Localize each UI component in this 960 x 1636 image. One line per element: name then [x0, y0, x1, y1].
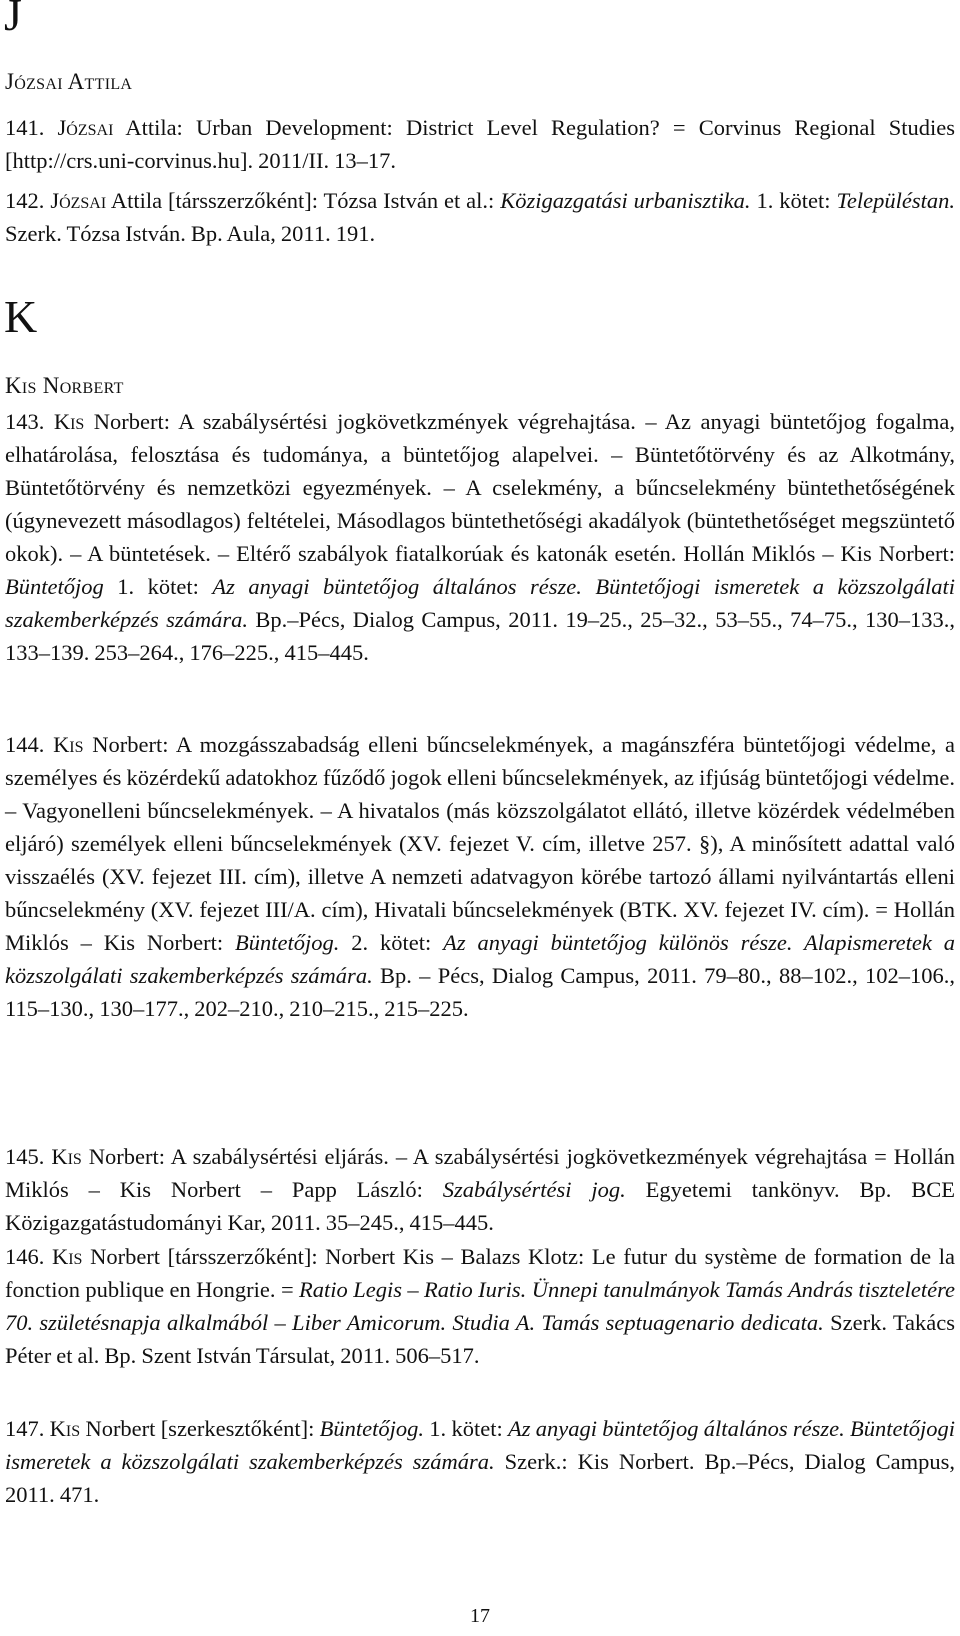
entry-number: 143.: [5, 409, 54, 434]
entry-text: Bp. – Pécs, Dialog Campus, 2011. 79–80., 88–102., 102–106., 115–130., 130–177., 202–210., 210–215., 215–225.: [5, 963, 955, 1021]
entry-author-surname: Kis: [53, 732, 84, 757]
entry-author-surname: Kis: [51, 1244, 83, 1269]
bibliography-entry-144: [5, 728, 955, 1025]
section-letter-j: J: [4, 0, 22, 40]
entry-text: Norbert: A szabálysértési jogkövetkzmények végrehajtása. – Az anyagi büntetőjog fogalma, elhatárolása, felosztása és tudománya, a büntetőjog alapelvei. – Büntetőtörvény és az Alkotmány, Büntetőtörvény és nemzetközi egyezmények. – A cselekmény, a bűncselekmény büntethetőségének (úgynevezett másodlagos) feltételei, Másodlagos büntethetőségi akadályok (büntethetőséget megszüntető okok). – A büntetések. – Eltérő szabályok fiatalkorúak és katonák esetén. Hollán Miklós – Kis Norbert:: [5, 409, 955, 566]
entry-number: 141.: [5, 115, 58, 140]
entry-author-surname: Kis: [51, 1144, 82, 1169]
entry-text: Norbert [szerkesztőként]:: [80, 1416, 320, 1441]
bibliography-entry-141: [5, 111, 955, 177]
entry-text: Bp.–Pécs, Dialog Campus, 2011. 19–25., 25–32., 53–55., 74–75., 130–133., 133–139. 253–264., 176–225., 415–445.: [5, 607, 955, 665]
author-heading-kis: Kis Norbert: [5, 373, 124, 398]
page-number: 17: [470, 1605, 490, 1627]
entry-text: 1. kötet:: [103, 574, 213, 599]
entry-text: 1. kötet:: [750, 188, 837, 213]
entry-number: 145.: [5, 1144, 52, 1169]
bibliography-entry-147: [5, 1412, 955, 1511]
author-heading-jozsai: Józsai Attila: [5, 69, 133, 94]
entry-text: Norbert: A mozgásszabadság elleni bűncselekmények, a magánszféra büntetőjogi védelme, a személyes és közérdekű adatokhoz fűződő jogok elleni bűncselekmények, az ifjúság büntetőjogi védelme. – Vagyonelleni bűncselekmények. – A hivatalos (más közszolgálatot ellátó, illetve közérdek védelmében eljáró) személyek elleni bűncselekmények (XV. fejezet V. cím, illetve 257. §), A minősített adattal való visszaélés (XV. fejezet III. cím), illetve A nemzeti adatvagyon körébe tartozó állami nyilvántartás elleni bűncselekmény (XV. fejezet III/A. cím), Hivatali bűncselekmények (BTK. XV. fejezet IV. cím). = Hollán Miklós – Kis Norbert:: [5, 732, 956, 955]
entry-text: Norbert [társszerzőként]: Norbert Kis – Balazs Klotz: Le futur du système de formation de la fonction publique en Hongrie. =: [5, 1244, 955, 1302]
entry-author-surname: Kis: [49, 1416, 81, 1441]
entry-title-italic: Szabálysértési jog.: [442, 1177, 626, 1202]
entry-number: 146.: [5, 1244, 52, 1269]
entry-text: 1. kötet:: [424, 1416, 508, 1441]
entry-text: Egyetemi tankönyv. Bp. BCE Közigazgatástudományi Kar, 2011. 35–245., 415–445.: [5, 1177, 955, 1235]
bibliography-entry-142: [5, 184, 955, 250]
entry-author-surname: Kis: [53, 409, 85, 434]
entry-number: 144.: [5, 732, 54, 757]
entry-title-italic: Ratio Legis – Ratio Iuris. Ünnepi tanulmányok Tamás András tiszteletére 70. születésnapja alkalmából – Liber Amicorum. Studia A. Tamás septuagenario dedicata.: [5, 1277, 955, 1335]
entry-author-surname: Józsai: [50, 188, 107, 213]
bibliography-entry-145: [5, 1140, 955, 1239]
bibliography-entry-146: [5, 1240, 955, 1372]
entry-title-italic: Az anyagi büntetőjog általános része. Büntetőjogi ismeretek a közszolgálati szakemberképzés számára.: [5, 1416, 955, 1474]
entry-number: 147.: [5, 1416, 50, 1441]
entry-text: Norbert: A szabálysértési eljárás. – A szabálysértési jogkövetkezmények végrehajtása = Hollán Miklós – Kis Norbert – Papp László:: [5, 1144, 955, 1202]
entry-title-italic: Közigazgatási urbanisztika.: [500, 188, 751, 213]
entry-title-italic: Településtan.: [836, 188, 955, 213]
entry-text: Szerk.: Kis Norbert. Bp.–Pécs, Dialog Campus, 2011. 471.: [5, 1449, 955, 1507]
entry-text: Attila [társszerzőként]: Tózsa István et al.:: [106, 188, 501, 213]
entry-text: Szerk. Tózsa István. Bp. Aula, 2011. 191.: [5, 221, 376, 246]
entry-title-italic: Az anyagi büntetőjog általános része. Büntetőjogi ismeretek a közszolgálati szakemberképzés számára.: [5, 574, 955, 632]
entry-text: Attila: Urban Development: District Level Regulation? = Corvinus Regional Studies [http://crs.uni-corvinus.hu]. 2011/II. 13–17.: [5, 115, 955, 173]
entry-number: 142.: [5, 188, 51, 213]
entry-title-italic: Büntetőjog.: [235, 930, 340, 955]
entry-title-italic: Büntetőjog: [5, 574, 104, 599]
entry-text: 2. kötet:: [339, 930, 444, 955]
entry-title-italic: Büntetőjog.: [319, 1416, 425, 1441]
bibliography-entry-143: [5, 405, 955, 669]
section-letter-k: K: [4, 291, 38, 342]
entry-title-italic: Az anyagi büntetőjog különös része. Alapismeretek a közszolgálati szakemberképzés számára.: [5, 930, 955, 988]
entry-text: Szerk. Takács Péter et al. Bp. Szent István Társulat, 2011. 506–517.: [5, 1310, 955, 1368]
entry-author-surname: Józsai: [57, 115, 114, 140]
